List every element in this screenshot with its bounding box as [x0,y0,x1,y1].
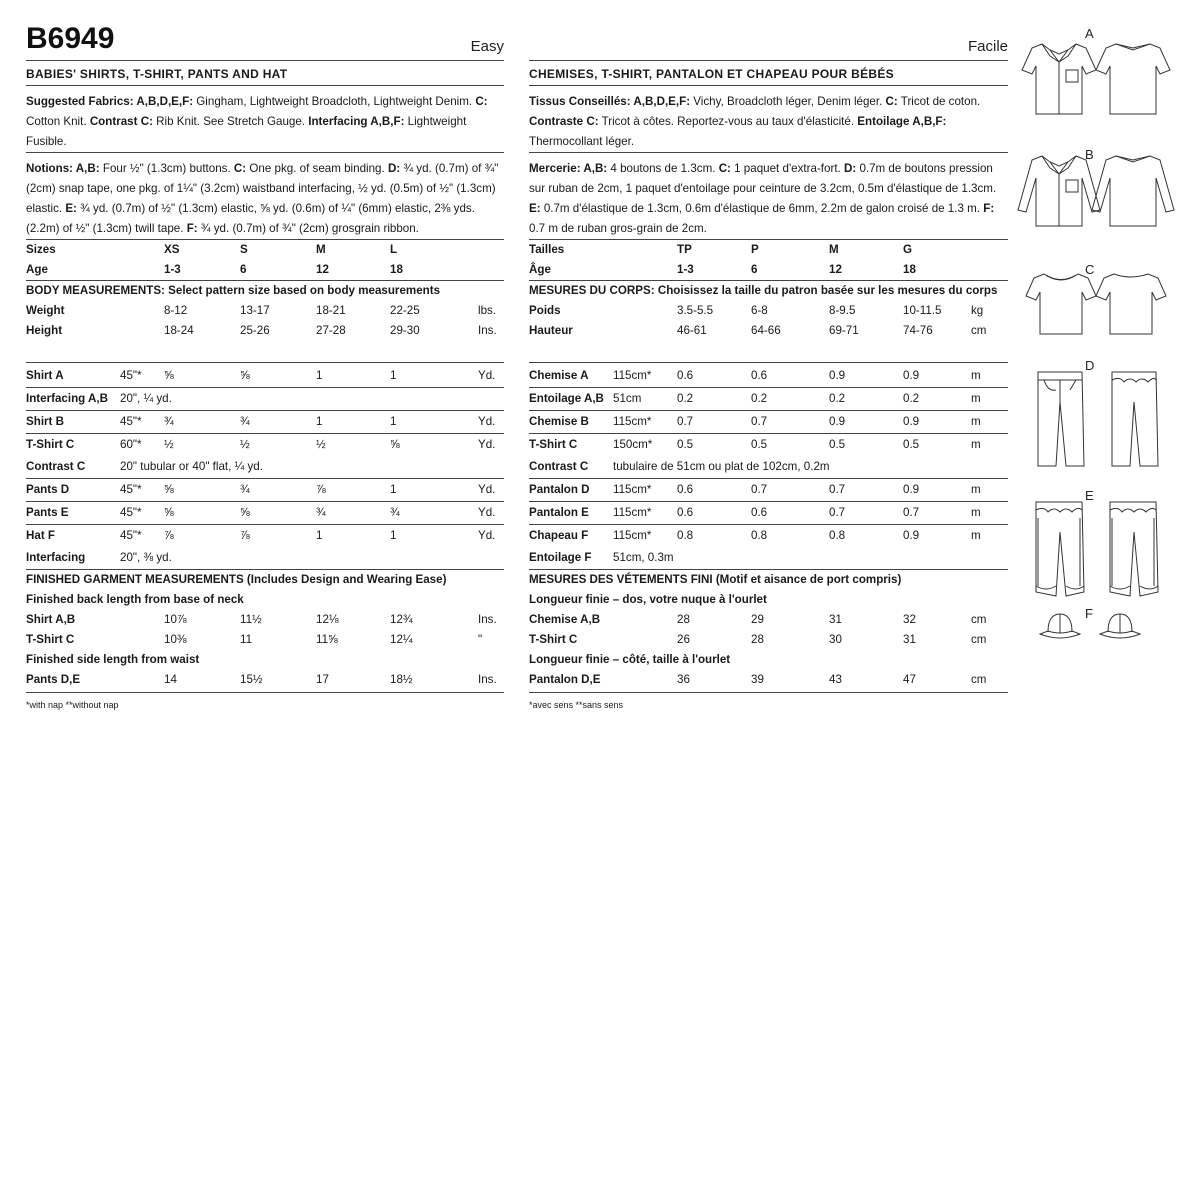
unit: m [971,483,981,496]
yardage-value: 0.5 [677,438,694,451]
body-value: 18-24 [164,324,194,337]
yardage-value: 0.7 [677,415,694,428]
unit: m [971,392,981,405]
yardage-row [529,479,1008,502]
unit: cm [971,613,987,626]
measurement-table-fr [529,240,1008,693]
fabric-width: 115cm* [613,415,652,428]
yardage-value: ¾ [316,506,326,519]
back-length-value: 30 [829,633,842,646]
back-length-value: 26 [677,633,690,646]
view-label-e: E [1085,488,1094,503]
body-row-label: Height [26,324,63,337]
size-1: S [240,243,248,256]
side-length-row [529,670,1008,693]
body-value: 69-71 [829,324,859,337]
body-row [529,301,1008,321]
back-length-heading: Longueur finie – dos, votre nuque à l'ourlet [529,593,767,606]
yardage-label: T-Shirt C [26,438,75,451]
difficulty-label-fr: Facile [967,38,1008,55]
yardage-value: 0.9 [903,369,920,382]
age-label: Âge [529,263,551,276]
fabric-width: 20", ⅜ yd. [120,551,172,564]
unit: Ins. [478,324,497,337]
fabric-width: 60"* [120,438,142,451]
yardage-value: ½ [316,438,326,451]
back-length-value: 32 [903,613,916,626]
yardage-label: Hat F [26,529,55,542]
age-label: Age [26,263,48,276]
yardage-row [26,547,504,570]
back-length-label: Shirt A,B [26,613,76,626]
yardage-value: 0.9 [903,529,920,542]
yardage-row [529,434,1008,456]
unit: Ins. [478,613,497,626]
yardage-value: 0.2 [751,392,768,405]
unit: " [478,633,483,646]
back-length-row [26,630,504,650]
back-length-value: 11⅝ [316,633,338,646]
size-2: M [316,243,326,256]
fabric-width: 115cm* [613,506,652,519]
notions-fr: Mercerie: A,B: 4 boutons de 1.3cm. C: 1 paquet d'extra-fort. D: 0.7m de boutons pression sur ruban de 2cm, 1 paquet d'entoilage pour ceinture de 3.2cm, 0.5m d'élastique de 1.3cm. E: 0.7m d'élastique de 1.3cm, 0.6m d'élastique de 6mm, 2.2m de galon croisé de 1.3 m. F: 0.7 m de ruban gros-grain de 2cm. [529,159,1008,240]
back-length-value: 29 [751,613,764,626]
finished-measurements-heading: FINISHED GARMENT MEASUREMENTS (Includes Design and Wearing Ease) [26,573,447,586]
yardage-value: ¾ [240,415,250,428]
body-value: 13-17 [240,304,270,317]
yardage-value: ⅝ [164,483,174,496]
body-value: 8-9.5 [829,304,856,317]
yardage-value: 0.9 [829,415,846,428]
side-length-value: 15½ [240,673,263,686]
view-illustrations [1012,26,1182,646]
side-length-value: 39 [751,673,764,686]
yardage-value: 1 [390,415,397,428]
yardage-value: 0.8 [751,529,768,542]
back-length-value: 11 [240,633,253,646]
fabric-width: 45"* [120,529,142,542]
yardage-row [26,479,504,502]
body-row-label: Hauteur [529,324,573,337]
body-row [26,321,504,341]
unit: m [971,415,981,428]
yardage-label: Pants E [26,506,69,519]
fabric-width: 115cm* [613,369,652,382]
size-3: L [390,243,398,256]
view-b-illustration [1012,144,1182,244]
body-value: 18-21 [316,304,346,317]
pants-d-drawing [1012,358,1182,488]
yardage-value: 0.6 [751,369,768,382]
sizes-label: Tailles [529,243,565,256]
hat-f-drawing [1012,606,1182,646]
yardage-value: 0.7 [903,506,920,519]
yardage-label: Chapeau F [529,529,589,542]
yardage-label: Shirt B [26,415,65,428]
side-length-heading: Longueur finie – côté, taille à l'ourlet [529,653,731,666]
back-length-value: 10⅜ [164,633,187,646]
yardage-row [529,547,1008,570]
fabric-width: 115cm* [613,529,652,542]
back-length-heading: Finished back length from base of neck [26,593,244,606]
english-column [26,0,504,711]
size-3: G [903,243,913,256]
view-d-illustration [1012,358,1182,488]
size-2: M [829,243,839,256]
yardage-row [26,388,504,411]
side-length-label: Pants D,E [26,673,81,686]
yardage-label: Entoilage F [529,551,592,564]
yardage-value: 1 [316,369,323,382]
suggested-fabrics: Suggested Fabrics: A,B,D,E,F: Gingham, Lightweight Broadcloth, Lightweight Denim. C: Cotton Knit. Contrast C: Rib Knit. See Stretch Gauge. Interfacing A,B,F: Lightweight Fusible. [26,92,504,153]
unit: cm [971,673,987,686]
sizes-label: Sizes [26,243,56,256]
sizes-row [529,240,1008,260]
fabric-width: 20", ¼ yd. [120,392,172,405]
age-3: 18 [390,263,403,276]
body-measurements-heading: BODY MEASUREMENTS: Select pattern size based on body measurements [26,284,441,297]
age-0: 1-3 [164,263,181,276]
yardage-value: 1 [316,529,323,542]
yardage-value: 1 [316,415,323,428]
body-row [26,301,504,321]
yardage-label: Entoilage A,B [529,392,604,405]
unit: Yd. [478,369,496,382]
side-length-heading: Finished side length from waist [26,653,200,666]
back-length-row [529,610,1008,630]
yardage-value: ¾ [390,506,400,519]
age-2: 12 [316,263,329,276]
yardage-value: 0.9 [903,415,920,428]
yardage-value: ⅝ [164,506,174,519]
fabric-width: 45"* [120,369,142,382]
age-1: 6 [240,263,247,276]
yardage-row [529,388,1008,411]
sizes-row [26,240,504,260]
nap-footnote-fr: *avec sens **sans sens [529,700,624,710]
view-a-illustration [1012,26,1182,126]
yardage-label: Pantalon D [529,483,590,496]
body-value: 22-25 [390,304,420,317]
yardage-value: 0.9 [829,369,846,382]
yardage-value: 1 [390,529,397,542]
view-label-d: D [1085,358,1095,373]
yardage-value: 1 [390,483,397,496]
size-1: P [751,243,759,256]
unit: lbs. [478,304,497,317]
yardage-value: 0.7 [751,483,768,496]
unit: m [971,369,981,382]
side-length-value: 36 [677,673,690,686]
fabric-width: 150cm* [613,438,653,451]
unit: Yd. [478,483,496,496]
body-row-label: Weight [26,304,65,317]
view-label-b: B [1085,147,1094,162]
yardage-value: 0.5 [903,438,920,451]
yardage-row [529,365,1008,388]
view-f-illustration [1012,606,1182,646]
shirt-b-drawing [1012,144,1182,244]
yardage-row [26,365,504,388]
yardage-row [529,411,1008,434]
yardage-label: Shirt A [26,369,64,382]
yardage-row [529,502,1008,525]
back-length-value: 12¼ [390,633,413,646]
pattern-title-fr: CHEMISES, T-SHIRT, PANTALON ET CHAPEAU POUR BÉBÉS [529,61,1008,86]
yardage-value: ¾ [164,415,174,428]
unit: m [971,506,981,519]
back-length-row [26,610,504,630]
pants-e-drawing [1012,488,1182,618]
back-length-value: 28 [677,613,690,626]
yardage-value: 0.2 [829,392,846,405]
fabric-width: 45"* [120,483,142,496]
spacer [529,341,1008,363]
yardage-value: 0.7 [751,415,768,428]
pattern-code: B6949 [26,22,115,55]
yardage-value: ⅝ [390,438,400,451]
view-label-c: C [1085,262,1095,277]
age-1: 6 [751,263,758,276]
english-header [26,0,504,61]
body-value: 64-66 [751,324,781,337]
age-2: 12 [829,263,842,276]
notions: Notions: A,B: Four ½" (1.3cm) buttons. C: One pkg. of seam binding. D: ¾ yd. (0.7m) of ¾" (2cm) snap tape, one pkg. of 1¼" (3.2cm) waistband interfacing, ½ yd. (0.5m) of ½" (1.3cm) elastic. E: ¾ yd. (0.7m) of ½" (1.3cm) elastic, ⅝ yd. (0.6m) of ¼" (6mm) elastic, 2⅜ yds. (2.2m) of ½" (1.3cm) twill tape. F: ¾ yd. (0.7m) of ¾" (2cm) grosgrain ribbon. [26,159,504,240]
back-length-value: 28 [751,633,764,646]
yardage-value: 0.7 [829,483,846,496]
yardage-row [26,434,504,456]
yardage-value: 0.6 [677,369,694,382]
yardage-value: ⅞ [164,529,174,542]
size-0: TP [677,243,692,256]
unit: Yd. [478,415,496,428]
unit: cm [971,633,987,646]
body-value: 29-30 [390,324,420,337]
yardage-label: Contrast C [26,460,86,473]
french-header [529,0,1008,61]
body-row [529,321,1008,341]
back-length-label: T-Shirt C [26,633,75,646]
yardage-value: ½ [240,438,250,451]
yardage-label: Contrast C [529,460,589,473]
yardage-row [26,502,504,525]
yardage-row [26,456,504,479]
fabric-width: 20" tubular or 40" flat, ¼ yd. [120,460,263,473]
side-length-value: 43 [829,673,842,686]
shirt-a-drawing [1012,26,1182,126]
back-length-value: 31 [829,613,842,626]
view-c-illustration [1012,262,1182,352]
side-length-value: 18½ [390,673,413,686]
yardage-value: 0.5 [829,438,846,451]
yardage-value: 0.6 [677,483,694,496]
yardage-value: ¾ [240,483,250,496]
body-value: 10-11.5 [903,304,942,317]
measurement-table [26,240,504,693]
yardage-value: 0.8 [677,529,694,542]
body-value: 27-28 [316,324,346,337]
side-length-label: Pantalon D,E [529,673,601,686]
body-value: 74-76 [903,324,933,337]
suggested-fabrics-fr: Tissus Conseillés: A,B,D,E,F: Vichy, Broadcloth léger, Denim léger. C: Tricot de coton. Contraste C: Tricot à côtes. Reportez-vous au taux d'élasticité. Entoilage A,B,F: Thermocollant léger. [529,92,1008,153]
back-length-value: 11½ [240,613,262,626]
finished-measurements-heading: MESURES DES VÉTEMENTS FINI (Motif et aisance de port compris) [529,573,902,586]
yardage-row [529,525,1008,547]
unit: m [971,438,981,451]
yardage-value: 0.2 [677,392,694,405]
unit: cm [971,324,987,337]
yardage-value: 0.6 [751,506,768,519]
yardage-value: ⅝ [240,506,250,519]
yardage-row [529,456,1008,479]
yardage-value: 1 [390,369,397,382]
yardage-value: 0.7 [829,506,846,519]
pattern-title: BABIES' SHIRTS, T-SHIRT, PANTS AND HAT [26,61,504,86]
unit: Ins. [478,673,497,686]
yardage-label: T-Shirt C [529,438,578,451]
yardage-value: 0.8 [829,529,846,542]
side-length-row [26,670,504,693]
yardage-value: ½ [164,438,174,451]
nap-footnote: *with nap **without nap [26,700,119,710]
body-value: 46-61 [677,324,707,337]
side-length-value: 47 [903,673,916,686]
side-length-value: 14 [164,673,177,686]
yardage-label: Chemise B [529,415,589,428]
view-label-a: A [1085,26,1094,41]
back-length-label: T-Shirt C [529,633,578,646]
age-3: 18 [903,263,916,276]
spacer [26,341,504,363]
age-row [26,260,504,281]
fabric-width: tubulaire de 51cm ou plat de 102cm, 0.2m [613,460,830,473]
body-measurements-heading: MESURES DU CORPS: Choisissez la taille du patron basée sur les mesures du corps [529,284,998,297]
side-length-value: 17 [316,673,329,686]
unit: Yd. [478,529,496,542]
yardage-value: 0.6 [677,506,694,519]
yardage-label: Chemise A [529,369,589,382]
difficulty-label: Easy [470,38,504,55]
yardage-label: Interfacing A,B [26,392,109,405]
body-value: 8-12 [164,304,188,317]
back-length-value: 31 [903,633,916,646]
yardage-value: ⅝ [240,369,250,382]
yardage-value: 0.5 [751,438,768,451]
body-value: 25-26 [240,324,270,337]
body-value: 6-8 [751,304,768,317]
french-column [529,0,1008,711]
unit: m [971,529,981,542]
yardage-label: Pantalon E [529,506,589,519]
fabric-width: 45"* [120,506,142,519]
size-0: XS [164,243,180,256]
fabric-width: 51cm, 0.3m [613,551,674,564]
back-length-row [529,630,1008,650]
fabric-width: 115cm* [613,483,652,496]
yardage-value: 0.9 [903,483,920,496]
age-row [529,260,1008,281]
fabric-width: 45"* [120,415,142,428]
yardage-row [26,411,504,434]
fabric-width: 51cm [613,392,642,405]
unit: Yd. [478,506,496,519]
back-length-label: Chemise A,B [529,613,601,626]
unit: Yd. [478,438,496,451]
yardage-label: Interfacing [26,551,86,564]
yardage-value: 0.2 [903,392,920,405]
yardage-value: ⅝ [164,369,174,382]
age-0: 1-3 [677,263,694,276]
unit: kg [971,304,984,317]
back-length-value: 12⅛ [316,613,339,626]
back-length-value: 10⅞ [164,613,187,626]
tshirt-c-drawing [1012,262,1182,352]
yardage-row [26,525,504,547]
body-row-label: Poids [529,304,561,317]
view-e-illustration [1012,488,1182,618]
back-length-value: 12¾ [390,613,413,626]
yardage-label: Pants D [26,483,70,496]
yardage-value: ⅞ [240,529,250,542]
view-label-f: F [1085,606,1093,621]
body-value: 3.5-5.5 [677,304,714,317]
yardage-value: ⅞ [316,483,326,496]
